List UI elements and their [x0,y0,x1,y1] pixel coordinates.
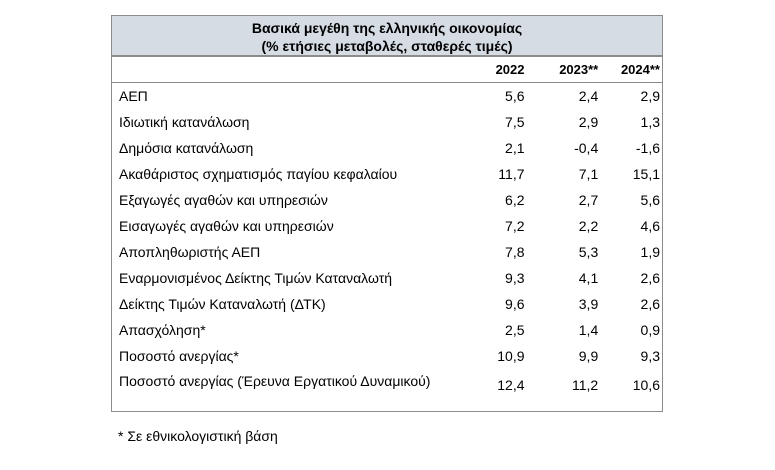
row-value-2024: 5,6 [640,192,660,208]
row-label: Ακαθάριστος σχηματισμός παγίου κεφαλαίου [119,166,398,182]
row-value-2023: 2,4 [578,88,599,104]
row-label: Δείκτης Τιμών Καταναλωτή (ΔΤΚ) [119,296,326,312]
row-value-2024: 4,6 [640,218,660,234]
table-row [112,213,662,239]
row-value-2022: 11,7 [498,166,525,182]
row-value-2024: 1,3 [640,114,660,130]
table-row [112,109,662,135]
row-value-2024: 0,9 [640,322,660,338]
row-label: Ποσοστό ανεργίας* [119,348,239,364]
row-label: Απασχόληση* [119,322,206,338]
row-value-2024: -1,6 [635,140,660,156]
table-title [111,15,663,55]
table-row [112,135,662,161]
row-value-2024: 2,9 [640,88,660,104]
row-value-2024: 2,6 [640,296,660,312]
row-label: ΑΕΠ [119,88,148,104]
row-value-2022: 7,8 [505,244,525,260]
row-value-2022: 2,5 [505,322,525,338]
table-row [112,187,662,213]
table-rows [112,83,662,411]
row-value-2022: 6,2 [505,192,525,208]
row-value-2023: 5,3 [578,244,599,260]
row-value-2023: 2,9 [578,114,599,130]
row-value-2023: 7,1 [578,166,599,182]
row-label: Δημόσια κατανάλωση [119,140,254,156]
row-value-2024: 1,9 [640,244,660,260]
row-label: Ποσοστό ανεργίας (Έρευνα Εργατικού Δυναμικού) [119,373,431,389]
row-value-2023: 9,9 [578,348,599,364]
row-value-2022: 5,6 [505,88,525,104]
row-value-2023: 4,1 [578,270,599,286]
table-title-line-1: Βασικά μεγέθη της ελληνικής οικονομίας [251,20,523,36]
row-value-2023: 2,7 [578,192,599,208]
row-value-2022: 12,4 [497,377,525,393]
row-value-2022: 2,1 [505,140,525,156]
economic-indicators-table [111,15,663,412]
row-value-2022: 7,5 [505,114,525,130]
row-value-2024: 15,1 [632,166,660,182]
row-value-2023: 3,9 [578,296,599,312]
table-row [112,161,662,187]
row-label: Αποπληθωριστής ΑΕΠ [119,244,261,260]
table-header-row [112,56,662,83]
row-value-2023: 1,4 [578,322,599,338]
table-row [112,369,662,411]
row-value-2024: 9,3 [640,348,660,364]
table-row [112,317,662,343]
row-value-2023: -0,4 [574,140,599,156]
header-year-2023: 2023** [559,62,599,77]
table-row [112,239,662,265]
header-year-2022: 2022 [495,62,525,77]
row-label: Εναρμονισμένος Δείκτης Τιμών Καταναλωτή [119,270,393,286]
row-value-2024: 2,6 [640,270,660,286]
table-title-line-2: (% ετήσιες μεταβολές, σταθερές τιμές) [261,38,513,54]
row-value-2022: 9,3 [505,270,525,286]
row-value-2024: 10,6 [632,377,660,393]
table-row [112,343,662,369]
row-value-2022: 9,6 [505,296,525,312]
row-label: Ιδιωτική κατανάλωση [119,114,250,130]
row-value-2022: 10,9 [497,348,525,364]
row-value-2023: 11,2 [572,377,599,393]
table-row [112,83,662,109]
table-row [112,291,662,317]
table-row [112,265,662,291]
table-body [111,55,663,412]
row-value-2022: 7,2 [505,218,525,234]
row-value-2023: 2,2 [578,218,599,234]
row-label: Εισαγωγές αγαθών και υπηρεσιών [119,218,334,234]
header-year-2024: 2024** [620,62,660,77]
table-footnote: * Σε εθνικολογιστική βάση [118,428,278,444]
row-label: Εξαγωγές αγαθών και υπηρεσιών [119,192,328,208]
